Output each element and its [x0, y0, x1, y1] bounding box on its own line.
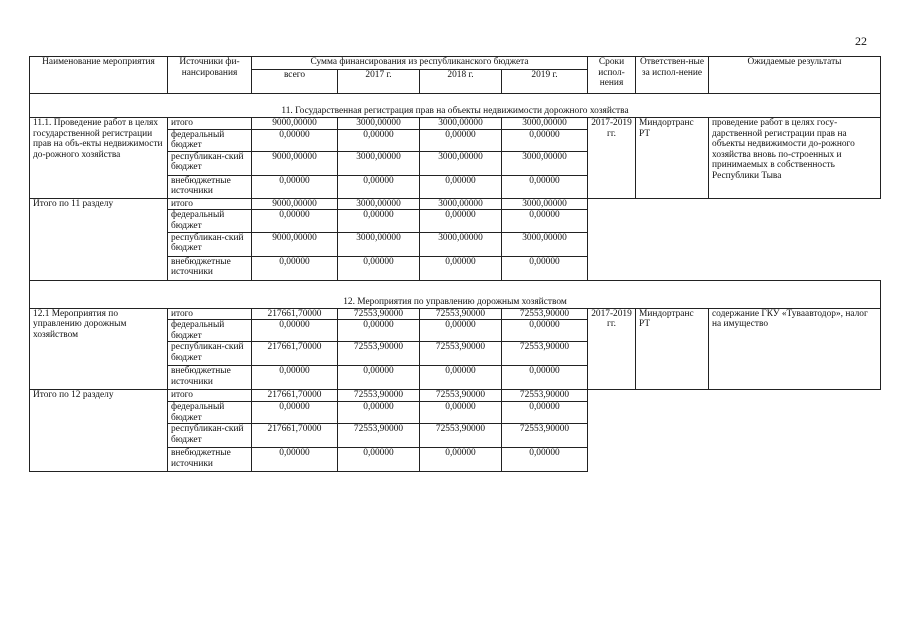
value-cell: 0,00000 [338, 366, 420, 390]
value-cell: 0,00000 [338, 210, 420, 232]
source-cell: внебюджетные источники [168, 448, 252, 472]
value-cell: 3000,00000 [502, 118, 588, 130]
value-cell: 3000,00000 [502, 151, 588, 175]
value-cell: 0,00000 [502, 256, 588, 280]
value-cell: 0,00000 [420, 366, 502, 390]
value-cell: 217661,70000 [252, 308, 338, 320]
value-cell: 0,00000 [502, 448, 588, 472]
value-cell: 72553,90000 [420, 424, 502, 448]
section-title: 12. Мероприятия по управлению дорожным хозяйством [30, 280, 881, 308]
source-cell: внебюджетные источники [168, 256, 252, 280]
header-responsible: Ответствен-ные за испол-нение [636, 57, 709, 94]
value-cell: 217661,70000 [252, 342, 338, 366]
responsible-cell: Миндортранс РТ [636, 308, 709, 390]
source-cell: итого [168, 198, 252, 210]
source-cell: республикан-ский бюджет [168, 151, 252, 175]
section-total-name: Итого по 11 разделу [30, 198, 168, 280]
value-cell: 72553,90000 [502, 342, 588, 366]
section-title: 11. Государственная регистрация прав на объекты недвижимости дорожного хозяйства [30, 94, 881, 118]
value-cell: 3000,00000 [420, 232, 502, 256]
source-cell: федеральный бюджет [168, 210, 252, 232]
value-cell: 0,00000 [420, 448, 502, 472]
value-cell: 72553,90000 [502, 308, 588, 320]
header-total: всего [252, 70, 338, 94]
value-cell: 0,00000 [502, 210, 588, 232]
source-cell: республикан-ский бюджет [168, 424, 252, 448]
source-cell: республикан-ский бюджет [168, 342, 252, 366]
value-cell: 9000,00000 [252, 118, 338, 130]
header-terms: Сроки испол-нения [588, 57, 636, 94]
responsible-cell: Миндортранс РТ [636, 118, 709, 199]
value-cell: 0,00000 [502, 320, 588, 342]
value-cell: 0,00000 [502, 366, 588, 390]
value-cell: 72553,90000 [502, 390, 588, 402]
source-cell: федеральный бюджет [168, 401, 252, 423]
value-cell: 0,00000 [338, 448, 420, 472]
value-cell: 0,00000 [338, 129, 420, 151]
value-cell: 9000,00000 [252, 232, 338, 256]
value-cell: 3000,00000 [338, 198, 420, 210]
value-cell: 0,00000 [252, 401, 338, 423]
terms-cell: 2017-2019 гг. [588, 118, 636, 199]
source-cell: федеральный бюджет [168, 129, 252, 151]
value-cell: 0,00000 [420, 210, 502, 232]
header-results: Ожидаемые результаты [709, 57, 881, 94]
header-sources: Источники фи-нансирования [168, 57, 252, 94]
value-cell: 72553,90000 [338, 308, 420, 320]
value-cell: 0,00000 [252, 366, 338, 390]
value-cell: 0,00000 [252, 256, 338, 280]
value-cell: 0,00000 [420, 320, 502, 342]
value-cell: 3000,00000 [338, 232, 420, 256]
value-cell: 9000,00000 [252, 151, 338, 175]
value-cell: 0,00000 [338, 175, 420, 198]
value-cell: 0,00000 [420, 256, 502, 280]
value-cell: 72553,90000 [420, 342, 502, 366]
value-cell: 0,00000 [502, 401, 588, 423]
value-cell: 72553,90000 [338, 424, 420, 448]
header-name: Наименование мероприятия [30, 57, 168, 94]
value-cell: 0,00000 [252, 210, 338, 232]
value-cell: 3000,00000 [420, 118, 502, 130]
source-cell: внебюджетные источники [168, 175, 252, 198]
value-cell: 9000,00000 [252, 198, 338, 210]
source-cell: итого [168, 390, 252, 402]
value-cell: 3000,00000 [502, 198, 588, 210]
results-cell: содержание ГКУ «Тувaавтодор», налог на имущество [709, 308, 881, 390]
measure-name: 12.1 Мероприятия по управлению дорожным хозяйством [30, 308, 168, 390]
value-cell: 3000,00000 [420, 151, 502, 175]
value-cell: 0,00000 [420, 129, 502, 151]
value-cell: 3000,00000 [502, 232, 588, 256]
results-cell: проведение работ в целях госу-дарственной регистрации прав на объекты недвижимости до-рожного хозяйства вновь по-строенных и принимаемых в собственность Республики Тыва [709, 118, 881, 199]
header-2018: 2018 г. [420, 70, 502, 94]
value-cell: 3000,00000 [338, 118, 420, 130]
value-cell: 0,00000 [502, 175, 588, 198]
empty-area [588, 198, 881, 280]
source-cell: республикан-ский бюджет [168, 232, 252, 256]
funding-table [29, 56, 881, 472]
value-cell: 0,00000 [420, 175, 502, 198]
source-cell: итого [168, 308, 252, 320]
terms-cell: 2017-2019 гг. [588, 308, 636, 390]
value-cell: 72553,90000 [338, 390, 420, 402]
header-2017: 2017 г. [338, 70, 420, 94]
value-cell: 0,00000 [252, 175, 338, 198]
value-cell: 72553,90000 [420, 390, 502, 402]
value-cell: 0,00000 [252, 448, 338, 472]
source-cell: внебюджетные источники [168, 366, 252, 390]
value-cell: 3000,00000 [338, 151, 420, 175]
value-cell: 3000,00000 [420, 198, 502, 210]
value-cell: 0,00000 [252, 320, 338, 342]
source-cell: итого [168, 118, 252, 130]
header-2019: 2019 г. [502, 70, 588, 94]
value-cell: 72553,90000 [420, 308, 502, 320]
page-number: 22 [855, 34, 867, 48]
value-cell: 217661,70000 [252, 390, 338, 402]
value-cell: 0,00000 [252, 129, 338, 151]
value-cell: 0,00000 [420, 401, 502, 423]
source-cell: федеральный бюджет [168, 320, 252, 342]
empty-area [588, 390, 881, 472]
value-cell: 0,00000 [502, 129, 588, 151]
section-total-name: Итого по 12 разделу [30, 390, 168, 472]
value-cell: 0,00000 [338, 401, 420, 423]
value-cell: 72553,90000 [338, 342, 420, 366]
value-cell: 0,00000 [338, 320, 420, 342]
value-cell: 0,00000 [338, 256, 420, 280]
measure-name: 11.1. Проведение работ в целях государственной регистрации прав на объ-екты недвижимости до-рожного хозяйства [30, 118, 168, 199]
value-cell: 72553,90000 [502, 424, 588, 448]
header-funding: Сумма финансирования из республиканского бюджета [252, 57, 588, 70]
value-cell: 217661,70000 [252, 424, 338, 448]
